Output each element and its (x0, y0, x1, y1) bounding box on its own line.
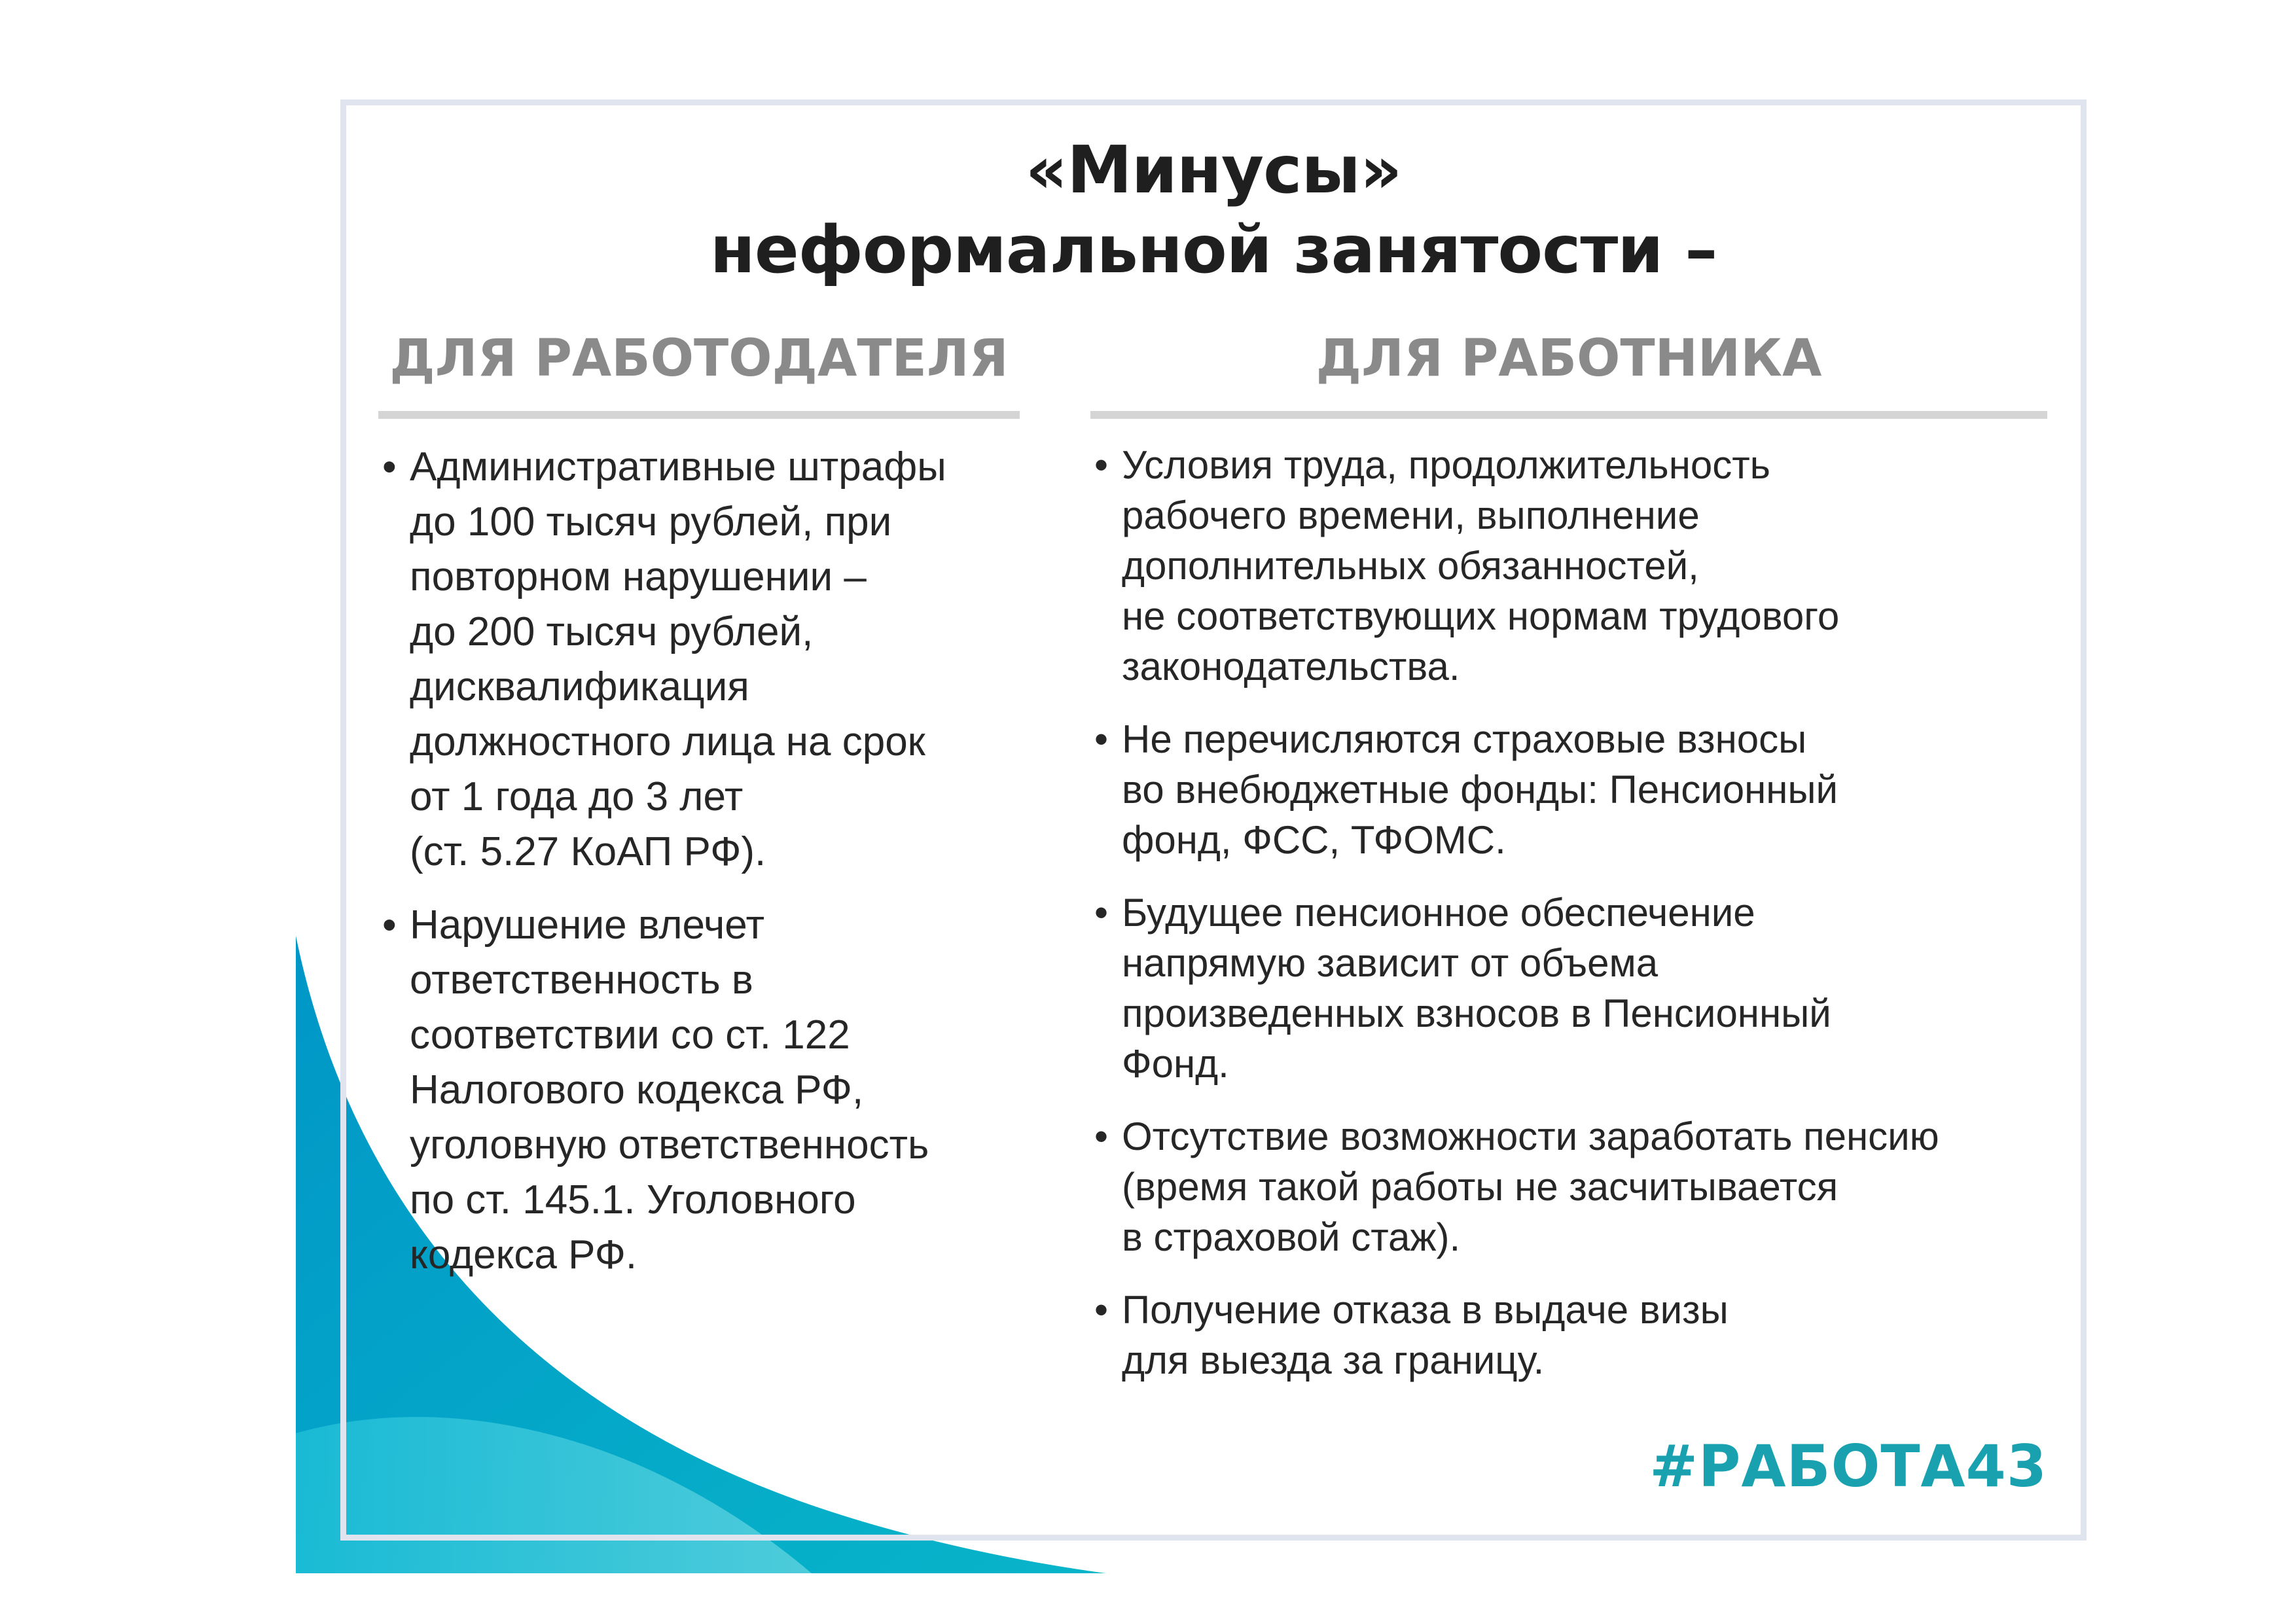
list-item-line: Получение отказа в выдаче визы (1122, 1288, 1729, 1332)
list-item-line: кодекса РФ. (410, 1232, 637, 1277)
hashtag-label: #РАБОТА43 (1649, 1433, 2047, 1500)
list-item-line: Не перечисляются страховые взносы (1122, 717, 1807, 761)
list-item (1090, 1111, 2059, 1262)
list-item (378, 440, 1007, 880)
list-item-line: ответственность в (410, 957, 753, 1003)
list-item-line: Налогового кодекса РФ, (410, 1067, 864, 1113)
list-item-line: дисквалификация (410, 664, 749, 709)
list-item-line: во внебюджетные фонды: Пенсионный (1122, 768, 1839, 812)
list-item-line: фонд, ФСС, ТФОМС. (1122, 818, 1506, 862)
list-item-line: Административные штрафы (410, 444, 946, 490)
list-item (1090, 440, 2059, 692)
list-item-line: (время такой работы не засчитывается (1122, 1165, 1839, 1209)
employee-divider (1090, 411, 2047, 419)
list-item (1090, 887, 2059, 1089)
employee-heading: ДЛЯ РАБОТНИКА (1316, 329, 1822, 388)
bullet: • (382, 444, 397, 490)
page-title-line-1: «Минусы» (1025, 132, 1402, 208)
list-item-line: должностного лица на срок (410, 719, 925, 764)
list-item (1090, 1285, 2059, 1385)
list-item-line: (ст. 5.27 КоАП РФ). (410, 829, 766, 874)
bullet: • (1094, 717, 1109, 761)
list-item-line: уголовную ответственность (410, 1122, 929, 1168)
bullet: • (1094, 1288, 1109, 1332)
list-item-line: дополнительных обязанностей, (1122, 544, 1699, 588)
bullet: • (382, 902, 397, 948)
bullet: • (1094, 891, 1109, 935)
employer-heading: ДЛЯ РАБОТОДАТЕЛЯ (389, 329, 1009, 388)
list-item-line: повторном нарушении – (410, 554, 867, 599)
list-item-line: Будущее пенсионное обеспечение (1122, 891, 1755, 935)
list-item-line: не соответствующих нормам трудового (1122, 594, 1840, 638)
list-item-line: Нарушение влечет (410, 902, 765, 948)
bullet: • (1094, 443, 1109, 487)
list-item-line: от 1 года до 3 лет (410, 774, 744, 819)
list-item-line: по ст. 145.1. Уголовного (410, 1177, 856, 1222)
page-title-line-2: неформальной занятости – (709, 211, 1717, 288)
list-item (1090, 714, 2059, 865)
list-item-line: напрямую зависит от объема (1122, 941, 1659, 985)
list-item-line: рабочего времени, выполнение (1122, 493, 1700, 537)
list-item-line: Фонд. (1122, 1042, 1229, 1086)
list-item-line: законодательства. (1122, 645, 1460, 688)
employer-divider (378, 411, 1020, 419)
employee-list (1090, 440, 2059, 1408)
employer-list (378, 440, 1007, 1301)
list-item-line: до 100 тысяч рублей, при (410, 499, 892, 544)
list-item-line: Отсутствие возможности заработать пенсию (1122, 1115, 1939, 1158)
list-item-line: произведенных взносов в Пенсионный (1122, 991, 1831, 1035)
list-item-line: Условия труда, продолжительность (1122, 443, 1770, 487)
bullet: • (1094, 1115, 1109, 1158)
list-item (378, 898, 1007, 1283)
list-item-line: соответствии со ст. 122 (410, 1012, 850, 1058)
list-item-line: до 200 тысяч рублей, (410, 609, 814, 654)
list-item-line: для выезда за границу. (1122, 1338, 1545, 1382)
list-item-line: в страховой стаж). (1122, 1215, 1461, 1259)
